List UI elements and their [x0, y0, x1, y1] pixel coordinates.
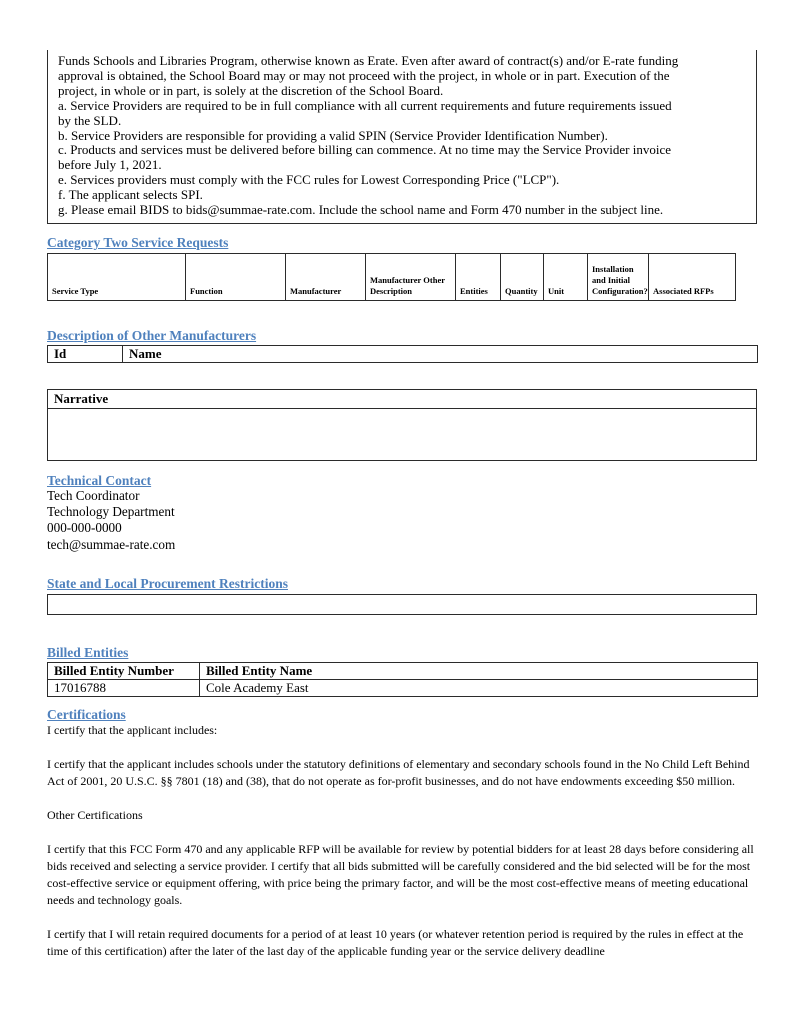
- col-quantity: Quantity: [501, 253, 544, 300]
- terms-line: c. Products and services must be delivered before billing can commence. At no time may the Service Provider invoice: [58, 142, 671, 158]
- col-manufacturer-other-description: Manufacturer Other Description: [366, 253, 456, 300]
- certification-intro: I certify that the applicant includes:: [47, 722, 218, 737]
- certifications-heading: Certifications: [47, 706, 126, 722]
- narrative-body-empty: [48, 409, 756, 460]
- col-installation-configuration: Installation and Initial Configuration?: [588, 253, 649, 300]
- contact-phone: 000-000-0000: [47, 520, 122, 536]
- other-manufacturers-header-row: [48, 345, 758, 362]
- certification-retention-paragraph: I certify that I will retain required documents for a period of at least 10 years (or whatever retention period is required by the rules in effect at the time of this certification) after the later of the last day of the applicable funding year or the service delivery deadline: [47, 926, 744, 958]
- terms-line: before July 1, 2021.: [58, 157, 162, 173]
- col-unit: Unit: [544, 253, 588, 300]
- contact-email: tech@summae-rate.com: [47, 536, 176, 552]
- col-name: Name: [123, 345, 758, 362]
- col-associated-rfps: Associated RFPs: [649, 253, 736, 300]
- other-manufacturers-heading: Description of Other Manufacturers: [47, 327, 257, 343]
- contact-name: Tech Coordinator: [47, 487, 140, 503]
- terms-line: f. The applicant selects SPI.: [58, 187, 203, 203]
- terms-line: Funds Schools and Libraries Program, otherwise known as Erate. Even after award of contract(s) and/or E-rate funding: [58, 53, 679, 68]
- terms-line: b. Service Providers are responsible for providing a valid SPIN (Service Provider Identification Number).: [58, 127, 608, 143]
- other-manufacturers-table: [47, 345, 758, 363]
- terms-line: project, in whole or in part, is solely at the discretion of the School Board.: [58, 82, 444, 98]
- other-certifications-label: Other Certifications: [47, 807, 143, 822]
- terms-line: by the SLD.: [58, 112, 122, 128]
- contact-department: Technology Department: [47, 504, 175, 520]
- billed-entity-number: 17016788: [48, 679, 200, 696]
- col-service-type: Service Type: [48, 253, 186, 300]
- document-content: [47, 50, 757, 960]
- billed-entity-name: Cole Academy East: [200, 679, 758, 696]
- certification-schools-paragraph: I certify that the applicant includes schools under the statutory definitions of elementary and secondary schools found in the No Child Left Behind Act of 2001, 20 U.S.C. §§ 7801 (18) and (38), that do not operate as for-profit businesses, and do not have endowments exceeding $50 million.: [47, 756, 750, 788]
- terms-line: e. Services providers must comply with the FCC rules for Lowest Corresponding Price ("LCP").: [58, 172, 560, 188]
- terms-continuation-box: [47, 50, 757, 224]
- billed-entities-header-row: [48, 662, 758, 679]
- technical-contact-heading: Technical Contact: [47, 472, 152, 488]
- billed-entities-heading: Billed Entities: [47, 644, 129, 660]
- col-entities: Entities: [456, 253, 501, 300]
- billed-entity-row: [48, 679, 758, 696]
- col-billed-entity-number: Billed Entity Number: [48, 662, 200, 679]
- terms-line: g. Please email BIDS to bids@summae-rate.com. Include the school name and Form 470 number in the subject line.: [58, 202, 664, 218]
- procurement-heading: State and Local Procurement Restrictions: [47, 575, 288, 591]
- terms-line: a. Service Providers are required to be in full compliance with all current requirements and future requirements issued: [58, 97, 672, 113]
- category-two-table: [47, 253, 736, 301]
- narrative-heading: Narrative: [48, 390, 756, 409]
- procurement-empty-box: [47, 594, 757, 615]
- col-billed-entity-name: Billed Entity Name: [200, 662, 758, 679]
- col-manufacturer: Manufacturer: [286, 253, 366, 300]
- technical-contact-section: [47, 473, 757, 553]
- col-function: Function: [186, 253, 286, 300]
- narrative-box: [47, 389, 757, 461]
- category-two-header-row: [48, 253, 736, 300]
- terms-line: approval is obtained, the School Board may or may not proceed with the project, in whole or in part. Execution of the: [58, 67, 670, 83]
- certification-rfp-paragraph: I certify that this FCC Form 470 and any applicable RFP will be available for review by potential bidders for at least 28 days before considering all bids received and selecting a service provider. I certify that all bids submitted will be carefully considered and the bid selected will be for the most cost-effective service or equipment offering, with price being the primary factor, and will be the most cost-effective means of meeting educational needs and technology goals.: [47, 841, 754, 907]
- category-two-heading: Category Two Service Requests: [47, 234, 229, 250]
- col-id: Id: [48, 345, 123, 362]
- billed-entities-table: [47, 662, 758, 697]
